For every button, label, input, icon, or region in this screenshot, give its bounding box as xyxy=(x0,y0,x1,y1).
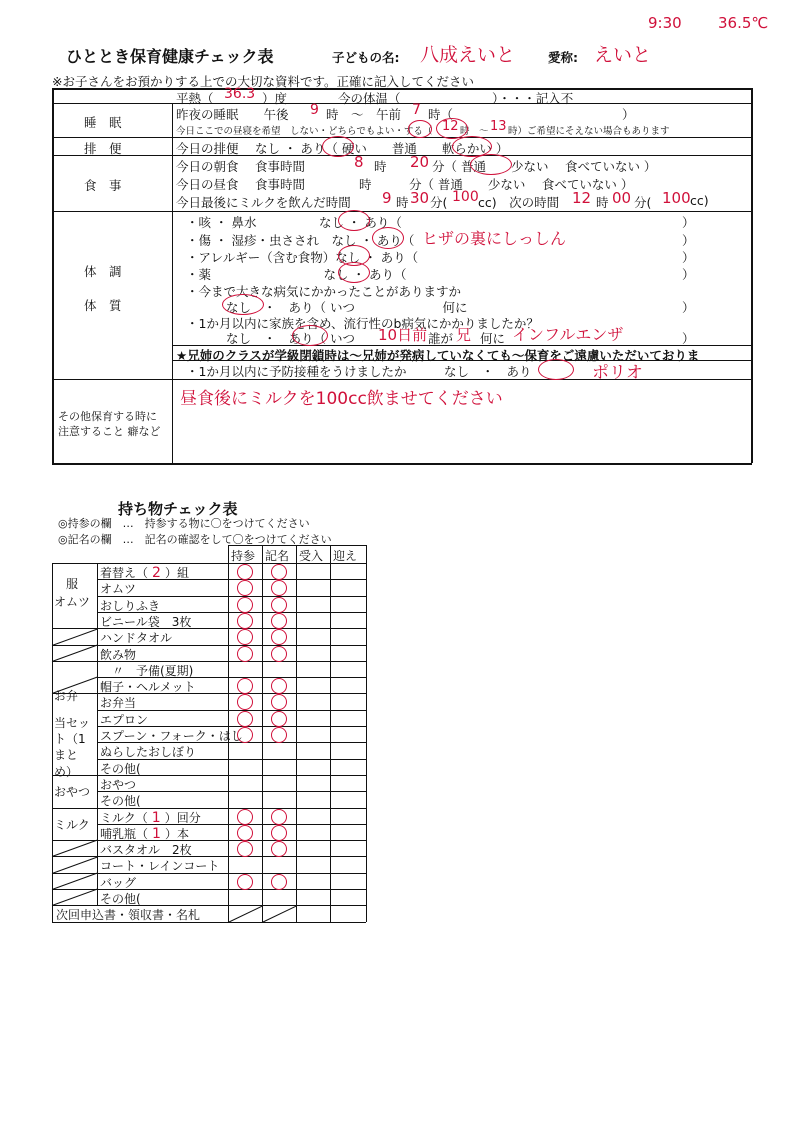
milk-minute-unit: 分( xyxy=(430,195,448,210)
sleep-line1-pre: 昨夜の睡眠 午後 xyxy=(176,107,289,122)
milk-line: 今日最後にミルクを飲んだ時間 xyxy=(176,195,351,210)
allergy-line-close: ） xyxy=(682,250,695,265)
bring-check-mark xyxy=(237,629,253,645)
bring-check-mark xyxy=(237,564,253,580)
name-check-mark xyxy=(271,613,287,629)
milk-hour-unit: 時 xyxy=(396,195,409,210)
name-check-mark xyxy=(271,678,287,694)
item-label xyxy=(100,694,136,711)
item-label xyxy=(100,711,148,728)
lunch-line: 今日の昼食 食事時間 時 分（ 普通 少ない 食べていない ） xyxy=(176,177,634,192)
item-count-value: 1 xyxy=(152,825,161,842)
breakfast-normal-circle xyxy=(470,154,512,175)
item-label-text: おやつ xyxy=(100,777,137,792)
sleep-label: 睡 眠 xyxy=(84,115,122,130)
nickname-label: 愛称: xyxy=(548,50,578,65)
item-label-text: お弁当 xyxy=(100,696,137,711)
item-label xyxy=(100,792,141,809)
milk-next-minute: 00 xyxy=(612,189,632,207)
col-header: 迎え xyxy=(333,549,358,563)
item-label-text: コート・レインコート xyxy=(100,859,220,874)
group-label: オムツ xyxy=(54,595,91,610)
bring-check-mark xyxy=(237,825,253,841)
name-check-mark xyxy=(271,564,287,580)
item-label xyxy=(100,662,193,679)
excretion-line: 今日の排便 なし ・ あり（ 硬い 普通 軟らかい ） xyxy=(176,141,509,156)
page-title: ひととき保育健康チェック表 xyxy=(66,47,274,66)
epidemic-close: ） xyxy=(682,331,695,346)
cough-none-circle xyxy=(338,210,370,231)
bring-check-mark xyxy=(237,841,253,857)
item-label xyxy=(100,613,191,630)
item-label-text: ハンドタオル xyxy=(100,631,173,646)
nap-end-hour: 13 xyxy=(490,119,507,134)
item-label-text: その他( xyxy=(100,761,141,776)
blank-slash xyxy=(262,905,296,922)
item-label-text: バッグ xyxy=(100,875,137,890)
illness-question: ・今まで大きな病気にかかったことがありますか xyxy=(186,284,462,299)
breakfast-hour-unit: 時 xyxy=(374,159,387,174)
breakfast-hour: 8 xyxy=(354,153,364,171)
blank-slash xyxy=(228,905,262,922)
group-label: 服 xyxy=(66,577,79,591)
sleep-line1-close: ） xyxy=(622,107,635,122)
table-line xyxy=(296,545,297,922)
child-name-value: 八成えいと xyxy=(420,44,516,66)
wound-note: ヒザの裏にしっしん xyxy=(422,229,567,248)
item-label-text: オムツ xyxy=(100,582,137,597)
allergy-line: ・アレルギー（含む食物）なし ・ あり（ xyxy=(186,250,419,265)
constitution-label: 体 質 xyxy=(84,298,122,313)
vaccine-question: ・1か月以内に予防接種をうけましたか なし ・ あり xyxy=(186,364,532,379)
item-label-text: ミルク（ xyxy=(100,810,148,825)
item-label xyxy=(100,809,201,826)
col-header: 持参 xyxy=(231,549,256,563)
blank-slash xyxy=(52,856,97,873)
item-label xyxy=(100,743,196,760)
item-label-text: その他( xyxy=(100,794,141,809)
wound-yes-circle xyxy=(372,227,404,249)
bring-check-mark xyxy=(237,678,253,694)
item-label xyxy=(100,629,172,646)
name-check-mark xyxy=(271,825,287,841)
item-label xyxy=(100,597,160,614)
item-label xyxy=(100,580,136,597)
wound-line-close: ） xyxy=(682,233,695,248)
normal-temp-value: 36.3 xyxy=(224,86,256,102)
blank-slash xyxy=(52,645,97,662)
name-check-mark xyxy=(271,597,287,613)
milk-last-amount: 100 xyxy=(452,189,479,205)
name-check-mark xyxy=(271,629,287,645)
sleep-line1-end: 時（ xyxy=(428,107,454,122)
table-line xyxy=(228,545,366,546)
name-check-mark xyxy=(271,874,287,890)
item-label xyxy=(100,760,141,777)
epidemic-yes-circle xyxy=(292,325,328,346)
temp-line-label1: 平熱（ xyxy=(176,91,214,106)
table-line xyxy=(330,545,331,922)
group-label: 当セッ xyxy=(54,715,91,730)
epidemic-when: 10日前 xyxy=(378,326,428,344)
blank-slash xyxy=(52,628,97,645)
item-count-value: 1 xyxy=(151,809,161,826)
group-label: ト（1 xyxy=(54,732,86,746)
meal-label: 食 事 xyxy=(84,178,122,193)
blank-slash xyxy=(52,840,97,857)
table-line xyxy=(262,545,263,922)
table-line xyxy=(366,545,367,922)
medicine-line-close: ） xyxy=(682,267,695,282)
bring-check-mark xyxy=(237,711,253,727)
item-label-text: その他( xyxy=(100,892,141,906)
item-label-text: バスタオル 2枚 xyxy=(100,843,192,858)
bring-check-mark xyxy=(237,874,253,890)
item-label xyxy=(100,776,136,793)
milk-next-label: cc) 次の時間 xyxy=(478,195,560,210)
item-label-text: スプーン・フォーク・はし xyxy=(100,729,243,743)
milk-next-minute-unit: 分( xyxy=(634,195,652,210)
other-label-2: 注意すること 癖など xyxy=(58,425,161,438)
bring-check-mark xyxy=(237,597,253,613)
item-label-suffix: ）回分 xyxy=(164,810,201,825)
item-label-text: エプロン xyxy=(100,712,149,727)
bring-check-mark xyxy=(237,727,253,743)
item-label-text: ビニール袋 3枚 xyxy=(100,614,192,629)
table-line xyxy=(52,563,53,922)
name-check-mark xyxy=(271,841,287,857)
items-note-bring: ◎持参の欄 … 持参する物に〇をつけてください xyxy=(58,517,310,530)
arrival-temp: 36.5℃ xyxy=(718,14,769,32)
other-label-1: その他保育する時に xyxy=(58,410,157,423)
epidemic-what: インフルエンザ xyxy=(512,325,624,344)
item-count-value: 2 xyxy=(152,565,161,581)
epidemic-answer-line: なし ・ あり（ いつ xyxy=(226,331,355,346)
bring-check-mark xyxy=(237,694,253,710)
milk-next-hour: 12 xyxy=(572,189,592,207)
item-label xyxy=(100,646,136,663)
child-name-label: 子どもの名: xyxy=(332,50,400,65)
item-label-text: 飲み物 xyxy=(100,647,137,662)
item-label-text: 次回申込書・領収書・名札 xyxy=(56,908,201,923)
bring-check-mark xyxy=(237,613,253,629)
bring-check-mark xyxy=(237,580,253,596)
sleep-line1-mid: 時 〜 午前 xyxy=(326,107,402,122)
item-label-suffix: ）組 xyxy=(164,566,189,580)
milk-last-hour: 9 xyxy=(382,189,392,207)
condition-label: 体 調 xyxy=(84,264,122,279)
table-line xyxy=(97,563,98,905)
notice: ※お子さんをお預かりする上での大切な資料です。正確に記入してください xyxy=(52,74,474,89)
item-label xyxy=(100,678,196,695)
items-title: 持ち物チェック表 xyxy=(118,500,238,518)
illness-none-circle xyxy=(222,294,264,315)
arrival-time: 9:30 xyxy=(648,14,682,32)
cough-line: ・咳 ・ 鼻水 なし ・ あり（ xyxy=(186,215,402,230)
nap-choice-circle xyxy=(408,120,432,138)
blank-slash xyxy=(52,873,97,890)
group-label: お弁 xyxy=(54,689,79,704)
item-label-text: おしりふき xyxy=(100,598,161,613)
name-check-mark xyxy=(271,711,287,727)
vaccine-name: ポリオ xyxy=(592,363,643,383)
items-note-name: ◎記名の欄 … 記名の確認をして〇をつけてください xyxy=(58,533,332,546)
milk-next-amount-unit: cc) xyxy=(690,193,709,208)
cough-line-close: ） xyxy=(682,215,695,230)
other-note: 昼食後にミルクを100cc飲ませてください xyxy=(180,389,503,409)
group-label: おやつ xyxy=(54,784,91,799)
name-check-mark xyxy=(271,809,287,825)
sibling-notice: ★兄姉のクラスが学級閉鎖時は〜兄姉が発病していなくても〜保育をご遠慮いただいておりま xyxy=(176,348,700,363)
temp-line-label4: ）・・・記入不 xyxy=(492,91,574,106)
group-label: ミルク xyxy=(54,817,90,832)
temp-line-label2: ）度 xyxy=(262,91,288,106)
item-label xyxy=(100,890,141,907)
name-check-mark xyxy=(271,646,287,662)
excretion-yes-circle xyxy=(322,136,354,157)
group-label: め） xyxy=(54,764,79,779)
bring-check-mark xyxy=(237,809,253,825)
milk-last-minute: 30 xyxy=(410,189,430,207)
nap-start-hour: 12 xyxy=(442,119,459,134)
excretion-label: 排 便 xyxy=(84,141,122,156)
item-label-text: 帽子・ヘルメット xyxy=(100,680,196,695)
medicine-none-circle xyxy=(338,262,370,283)
wound-line: ・傷 ・ 湿疹・虫さされ なし ・ あり（ xyxy=(186,233,415,248)
col-header: 記名 xyxy=(265,549,290,563)
sleep-start-hour: 9 xyxy=(310,102,319,118)
group-label: まと xyxy=(54,748,79,763)
vaccine-yes-circle xyxy=(538,359,574,380)
nap-line-end: 時）ご希望にそえない場合もあります xyxy=(508,126,670,137)
illness-answer-close: ） xyxy=(682,300,695,315)
item-label xyxy=(100,857,219,874)
breakfast-minute: 20 xyxy=(410,153,430,171)
breakfast-line: 今日の朝食 食事時間 xyxy=(176,159,305,174)
milk-next-amount: 100 xyxy=(662,189,691,207)
item-label xyxy=(100,841,192,858)
item-label-text: 〃 予備(夏期) xyxy=(100,663,194,678)
nap-line-mid: 時 〜 xyxy=(460,126,489,137)
epidemic-what-label: 何に xyxy=(480,331,506,346)
name-check-mark xyxy=(271,727,287,743)
item-label xyxy=(100,564,189,581)
col-header: 受入 xyxy=(299,549,324,563)
blank-slash xyxy=(52,889,97,906)
epidemic-who-label: 誰が xyxy=(428,331,454,346)
breakfast-line-end: 分（ 普通 少ない 食べていない ） xyxy=(432,159,657,174)
bring-check-mark xyxy=(237,646,253,662)
temp-line-label3: 今の体温（ xyxy=(338,91,401,106)
illness-answer-line: なし ・ あり（ いつ 何に xyxy=(226,300,468,315)
item-label-text: ぬらしたおしぼり xyxy=(100,745,197,760)
item-label xyxy=(100,825,189,842)
item-label xyxy=(100,727,243,744)
epidemic-who: 兄 xyxy=(456,326,472,344)
item-label xyxy=(100,874,136,891)
milk-next-hour-unit: 時 xyxy=(596,195,609,210)
item-label-text: 着替え（ xyxy=(100,566,149,580)
name-check-mark xyxy=(271,694,287,710)
nickname-value: えいと xyxy=(594,44,652,66)
medicine-line: ・薬 なし ・ あり（ xyxy=(186,267,407,282)
nap-line-pre: 今日ここでの昼寝を希望 しない・どちらでもよい・する（ xyxy=(176,126,433,137)
epidemic-question: ・1か月以内に家族を含め、流行性のb病気にかかりましたか？ xyxy=(186,316,539,331)
item-label-text: 哺乳瓶（ xyxy=(100,826,149,841)
name-check-mark xyxy=(271,580,287,596)
item-label xyxy=(56,906,200,923)
item-label-suffix: ）本 xyxy=(164,826,189,841)
sleep-end-hour: 7 xyxy=(412,102,421,118)
